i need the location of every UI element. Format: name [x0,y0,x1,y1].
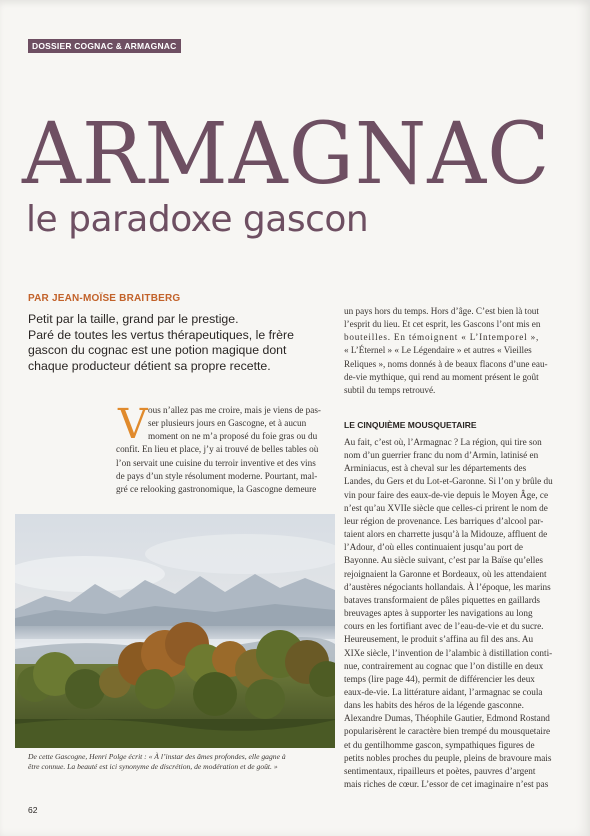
text-line: leur région de provenance. Les barriques d’alcool par- [344,515,544,526]
text-line: temps (lire page 44), permit de différencier les deux [344,673,535,684]
right-column-text [344,305,564,397]
text-line: moment on ne m’a proposé du foie gras ou du [148,431,318,442]
section-rubric: DOSSIER COGNAC & ARMAGNAC [28,39,181,53]
text-line: nue, contrairement au cognac que l’on distille en deux [344,660,544,671]
page-subtitle: le paradoxe gascon [26,199,369,240]
text-line: cours en les fortifiant avec de l’eau-de-vie et du sucre. [344,621,544,632]
drop-cap: V [118,400,148,448]
text-line: de pays d’un style résolument moderne. Pourtant, mal- [116,470,318,481]
text-line: et du gentilhomme gascon, sympathiques figures de [344,739,535,750]
text-line: bataves transformaient de pâles piquettes en gaillards [344,594,540,605]
page-title: ARMAGNAC [22,105,551,204]
text-line: ser plusieurs jours en Gascogne, et à aucun [148,418,307,429]
text-line: Landes, du Gers et du Lot-et-Garonne. Si l’on y brûle du [344,476,553,487]
text-line: nom d’un guerrier franc du nom d’Armin, latinisé en [344,450,539,461]
text-line: l’Adour, d’où elles continuaient jusqu’au port de [344,542,523,553]
text-line: de-vie mythique, qui rend au moment présent le goût [344,371,539,382]
text-line: « L’Éternel » « Le Légendaire » et autres « Vieilles [344,345,532,356]
section-heading: LE CINQUIÈME MOUSQUETAIRE [344,420,477,430]
landscape-illustration [15,514,335,748]
text-line: Reliques », noms donnés à de beaux flacons d’une eau- [344,358,548,369]
text-line: eaux-de-vie. La littérature aidant, l’armagnac se coula [344,686,543,697]
text-line: l’on servait une cuisine du terroir inventive et des vins [116,457,316,468]
right-column-body [344,436,564,791]
caption-line: être connue. La beauté est ici synonyme de discrétion, de modération et de goût. » [28,762,278,771]
text-line: vin pour faire des eaux-de-vie depuis le Moyen Âge, ce [344,489,549,500]
text-line: confit. En lieu et place, j’y ai trouvé de belles tables où [116,444,319,455]
text-line: dans les habits des héros de la légende gasconne. [344,700,524,711]
text-line: l’esprit du lieu. Et cet esprit, les Gascons l’ont mis en [344,319,541,330]
lead-paragraph [28,312,328,374]
text-line: Heureusement, le produit s’affina au fil des ans. Au [344,634,534,645]
lead-line: chaque producteur détient sa propre recette. [28,358,271,373]
text-line: ous n’allez pas me croire, mais je viens de pas- [148,405,321,415]
text-line: taient alors en charrette jusqu’à la Midouze, affluent de [344,529,548,540]
text-line: rejoignaient la Garonne et Bordeaux, où les attendaient [344,568,547,579]
text-line: bouteilles. En témoignent « L’Intemporel », [344,332,540,343]
text-line: subtil du temps retrouvé. [344,384,436,395]
text-line: XIXe siècle, l’invention de l’alambic à distillation conti- [344,647,553,658]
caption-line: De cette Gascogne, Henri Polge écrit : « À l’instar des âmes profondes, elle gagne à [28,752,286,761]
text-line: un pays hors du temps. Hors d’âge. C’est bien là tout [344,306,539,316]
text-line: n’est qu’au XVIIe siècle que celles-ci prirent le nom de [344,502,548,513]
text-line: Au fait, c’est où, l’Armagnac ? La région, qui tire son [344,437,542,447]
text-line: sentimentaux, ripailleurs et poètes, pauvres d’argent [344,765,536,776]
text-line: mais riches de cœur. L’essor de cet imaginaire n’est pas [344,779,549,790]
text-line: popularisèrent le caractère bien trempé du mousquetaire [344,726,551,737]
text-line: Bayonne. Au siècle suivant, c’est par la Baïse qu’elles [344,555,544,566]
text-line: d’austères négociants hollandais. À l’époque, les marins [344,581,551,592]
page-number: 62 [28,805,38,815]
lead-line: Paré de toutes les vertus thérapeutiques, le frère [28,327,294,342]
photo-caption [28,752,328,772]
lead-line: Petit par la taille, grand par le prestige. [28,312,239,326]
landscape-photo [15,514,335,748]
text-line: gré ce relooking gastronomique, la Gascogne demeure [116,483,317,494]
text-line: breuvages aptes à supporter les navigations au long [344,608,533,619]
left-column-text [116,400,336,496]
lead-line: gascon du cognac est une potion magique dont [28,343,287,357]
text-line: Arminiacus, est à cheval sur les départements des [344,463,527,474]
text-line: petits nobles proches du peuple, pleins de bravoure mais [344,752,552,763]
author-byline: PAR JEAN-MOÏSE BRAITBERG [28,293,181,304]
text-line: Alexandre Dumas, Théophile Gautier, Edmond Rostand [344,713,550,724]
